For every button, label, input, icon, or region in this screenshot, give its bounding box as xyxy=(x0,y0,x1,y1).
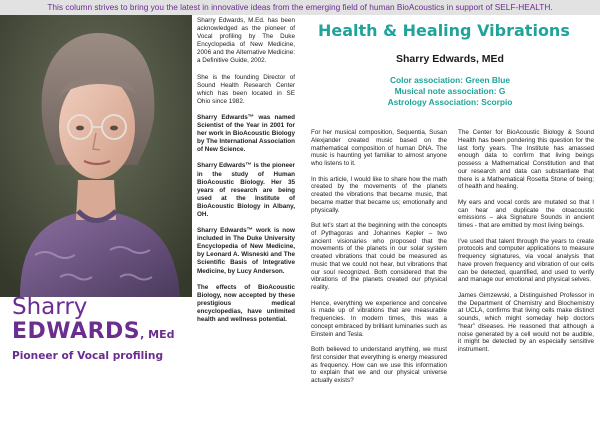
article-paragraph: Both believed to understand anything, we must first consider that everything is energy measured as frequency. How can we use this information to explain that we and our physical universe actually exists? xyxy=(311,346,447,384)
article-paragraph: My ears and vocal cords are mutated so that I can hear and duplicate the otoacoustic emissions – aka Signature Sounds in ancient times - that are emitted by most living beings. xyxy=(458,198,594,229)
header-banner: This column strives to bring you the latest in innovative ideas from the emerging field of human BioAcoustics in support of SELF-HEALTH. xyxy=(0,0,600,15)
article-paragraph: But let’s start at the beginning with the concepts of Pythagoras and Johannes Kepler – two ancient visionaries who proposed that the movements of the planets in our solar system created vibrations that could be measured as music that we could not hear, but vibrations that our soul recognized. Both considered that the vibrations of the planets created our physical reality. xyxy=(311,222,447,291)
author-degree: , MEd xyxy=(140,328,175,341)
article-title: Health & Healing Vibrations xyxy=(318,21,570,40)
bio-paragraph: Sharry Edwards™ is the pioneer in the study of Human BioAcoustic Biology. Her 35 years of research are being used at the Institute of BioAcoustic Biology in Albany, OH. xyxy=(197,162,295,218)
portrait-photo xyxy=(0,15,192,297)
author-name-block xyxy=(12,295,222,363)
color-association: Color association: Green Blue xyxy=(389,75,511,85)
article-paragraph: In this article, I would like to share how the math created by the movements of the planets created the vibrations that became music, that became matter that became us; emotionally and physically. xyxy=(311,175,447,214)
author-last-name xyxy=(12,320,222,347)
author-first-name: Sharry xyxy=(12,294,88,320)
left-page xyxy=(0,15,300,424)
author-surname: EDWARDS xyxy=(12,319,141,344)
article-paragraph: Hence, everything we experience and conceive is made up of vibrations that are measurable frequencies. In modern times, this was a concept embraced by brilliant luminaries such as Einstein and Tesla. xyxy=(311,299,447,338)
article-column-left xyxy=(311,129,447,393)
bio-paragraph: Sharry Edwards, M.Ed. has been acknowledged as the pioneer of Vocal profiling by The Duke Encyclopedia of New Medicine, 2006 and the Alternative Medicine: a Definitive Guide, 2002. xyxy=(197,17,295,65)
associations-list xyxy=(300,75,600,108)
article-paragraph: For her musical composition, Sequentia, Susan Alexjander created music based on the mathematical composition of human DNA. The music is haunting yet familiar to almost anyone who listens to it. xyxy=(311,129,447,167)
astrology-association: Astrology Association: Scorpio xyxy=(387,97,513,107)
bio-paragraph: Sharry Edwards™ work is now included in The Duke University Encyclopedia of New Medicine, by Leonard A. Wisneski and The Scientific Basis of Integrative Medicine, by Lucy Anderson. xyxy=(197,227,295,275)
bio-column xyxy=(197,17,295,332)
bio-paragraph: The effects of BioAcoustic Biology, now accepted by these prestigious medical encyclopedias, have unlimited health and wellness potential. xyxy=(197,283,295,323)
right-page xyxy=(300,15,600,424)
author-tagline: Pioneer of Vocal profiling xyxy=(12,350,164,362)
article-paragraph: James Gimzewski, a Distinguished Professor in the Department of Chemistry and Biochemistry at UCLA, confirms that living cells make distinct sounds, which might someday help doctors “hear” diseases. He reasoned that although a noise generated by a cell would not be audible, it might be detected by an especially sensitive instrument. xyxy=(458,291,594,353)
bio-paragraph: Sharry Edwards™ was named Scientist of the Year in 2001 for her work in BioAcoustic Biology by The International Association of New Science. xyxy=(197,113,295,154)
musical-note-association: Musical note association: G xyxy=(394,86,506,96)
article-column-right xyxy=(458,129,594,362)
article-author: Sharry Edwards, MEd xyxy=(396,53,504,65)
article-paragraph: I’ve used that talent through the years to create protocols and computer applications to measure frequency signatures, via vocal analysis that have proven frequency and vibration of our cells can be detected, quantified, and used to verify and manage our emotional and physical selves. xyxy=(458,237,594,284)
bio-paragraph: She is the founding Director of Sound Health Research Center which has been located in SE Ohio since 1982. xyxy=(197,73,295,105)
article-paragraph: The Center for BioAcoustic Biology & Sound Health has been pondering this question for the last forty years. The Institute has amassed enough data to confirm that living beings possess a Mathematical Constitution and that our research and data can substantiate that there is a Mathematical Rosetta Stone of being; of health and healing. xyxy=(458,129,594,191)
